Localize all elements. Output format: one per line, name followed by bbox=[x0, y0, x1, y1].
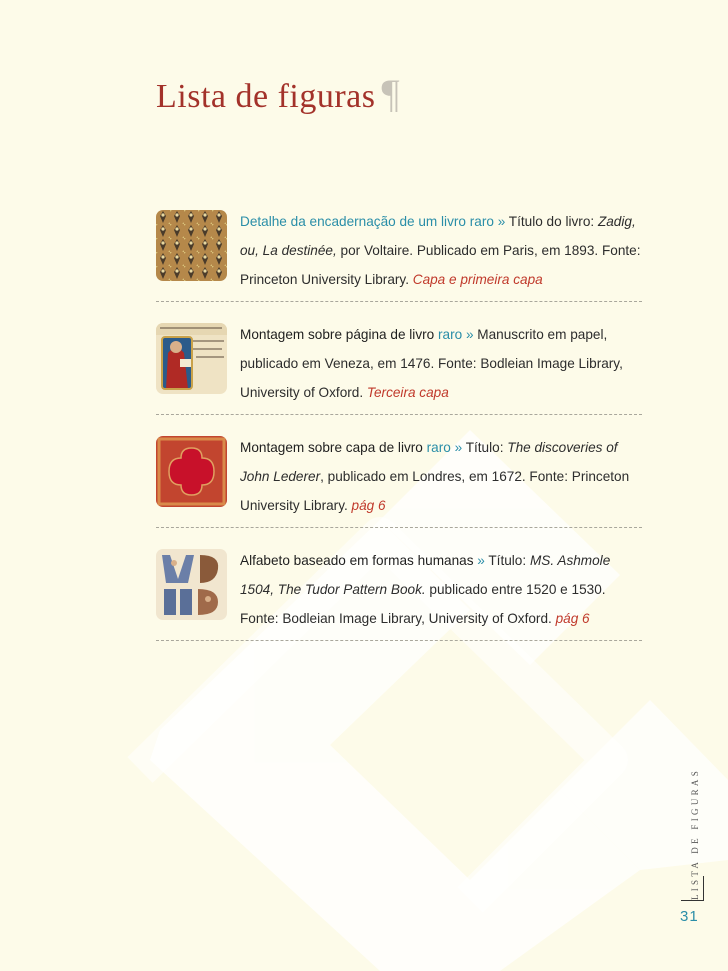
caption-text: publicado entre 1520 e 1530. Fonte: Bodleian Image Library, University of Oxford. bbox=[240, 582, 606, 626]
caption-italic: Zadig, ou, La destinée, bbox=[240, 214, 636, 258]
caption-italic: MS. Ashmole 1504, The Tudor Pattern Book. bbox=[240, 553, 611, 597]
figure-caption-lead: Alfabeto baseado em formas humanas bbox=[240, 553, 474, 568]
figure-entry bbox=[156, 313, 642, 415]
figure-page-ref: pág 6 bbox=[555, 611, 590, 626]
arrow-separator: » bbox=[465, 327, 474, 342]
figure-thumbnail-alphabet bbox=[156, 549, 227, 620]
figure-caption bbox=[240, 207, 644, 294]
side-divider-horizontal bbox=[681, 900, 703, 901]
figure-caption-lead: Montagem sobre página de livro bbox=[240, 327, 438, 342]
figure-page-ref: Terceira capa bbox=[366, 385, 449, 400]
arrow-separator: » bbox=[454, 440, 463, 455]
section-side-label bbox=[680, 767, 710, 901]
page-heading bbox=[156, 70, 400, 117]
figure-entry bbox=[156, 539, 642, 641]
figure-list bbox=[156, 200, 642, 641]
figure-caption bbox=[240, 320, 644, 407]
caption-text: por Voltaire. Publicado em Paris, em 1893. Fonte: Princeton University Library. bbox=[240, 243, 641, 287]
figure-page-ref: Capa e primeira capa bbox=[412, 272, 543, 287]
page-title: Lista de figuras bbox=[156, 78, 376, 115]
caption-text: Título do livro: bbox=[505, 214, 598, 229]
side-label-text: LISTA DE FIGURAS bbox=[690, 767, 700, 901]
caption-text: , publicado em Londres, em 1672. Fonte: Princeton University Library. bbox=[240, 469, 630, 513]
caption-text: Manuscrito em papel, publicado em Veneza, em 1476. Fonte: Bodleian Image Library, University of Oxford. bbox=[240, 327, 623, 400]
pilcrow-mark: ¶ bbox=[381, 71, 400, 116]
figure-caption bbox=[240, 433, 644, 520]
caption-text: Título: bbox=[462, 440, 508, 455]
figure-page-ref: pág 6 bbox=[351, 498, 386, 513]
caption-accent: raro bbox=[437, 327, 463, 342]
arrow-separator: » bbox=[497, 214, 506, 229]
figure-thumbnail-binding bbox=[156, 210, 227, 281]
arrow-separator: » bbox=[477, 553, 485, 568]
figure-caption-lead: Detalhe da encadernação de um livro raro bbox=[240, 214, 494, 229]
caption-italic: The discoveries of John Lederer bbox=[240, 440, 618, 484]
figure-entry bbox=[156, 200, 642, 302]
figure-thumbnail-cover bbox=[156, 436, 227, 507]
side-divider-vertical bbox=[703, 876, 704, 901]
page-number: 31 bbox=[680, 908, 699, 925]
figure-entry bbox=[156, 426, 642, 528]
figure-caption-lead: Montagem sobre capa de livro bbox=[240, 440, 427, 455]
caption-text: Título: bbox=[484, 553, 530, 568]
figure-caption bbox=[240, 546, 644, 633]
caption-accent: raro bbox=[426, 440, 451, 455]
figure-thumbnail-manuscript bbox=[156, 323, 227, 394]
